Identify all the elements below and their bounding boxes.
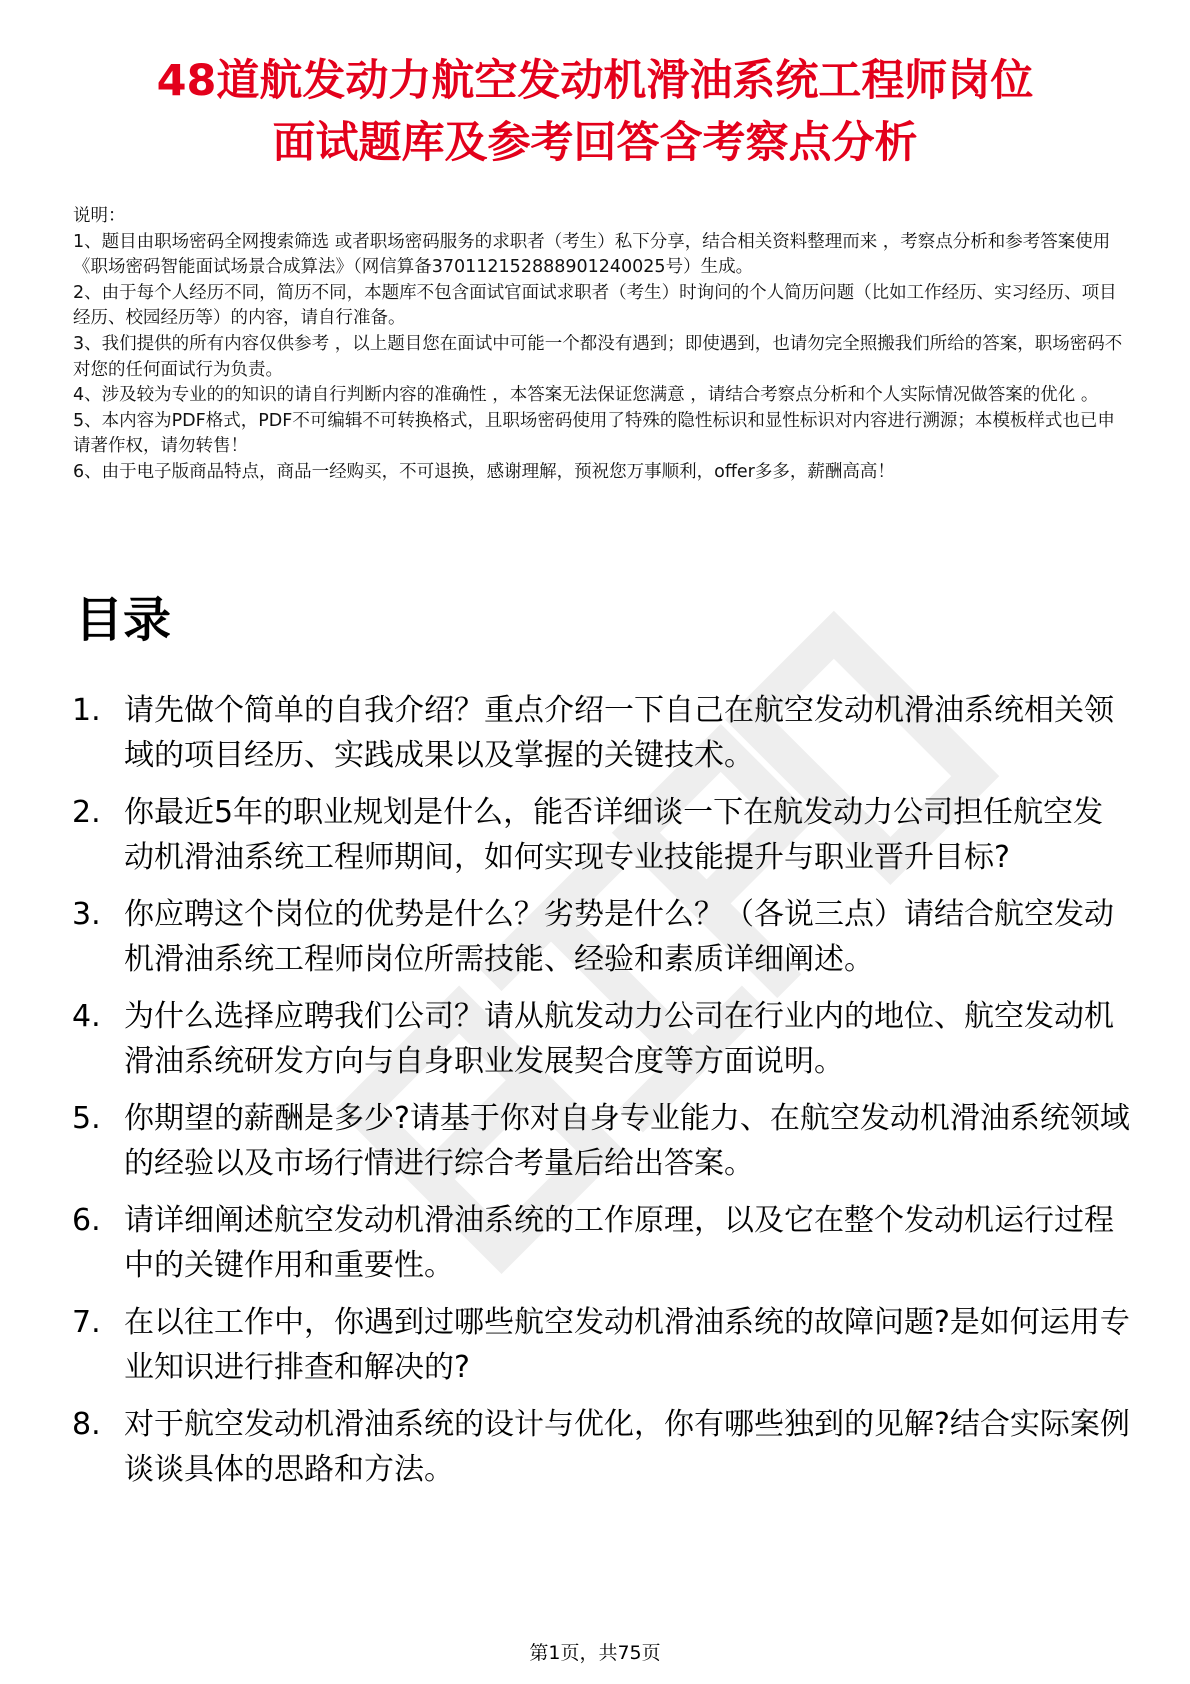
note-item: 2、由于每个人经历不同，简历不同，本题库不包含面试官面试求职者（考生）时询问的个人简历问题（比如工作经历、实习经历、项目经历、校园经历等）的内容，请自行准备。 xyxy=(73,282,1117,329)
note-item: 5、本内容为PDF格式，PDF不可编辑不可转换格式，且职场密码使用了特殊的隐性标识和显性标识对内容进行溯源；本模板样式也已申请著作权，请勿转售！ xyxy=(73,410,1115,457)
toc-item-number: 7. xyxy=(72,1305,101,1340)
toc-item-6[interactable] xyxy=(72,1198,1132,1288)
toc-item-number: 2. xyxy=(72,795,101,830)
disclaimer-notes xyxy=(73,204,1123,486)
title-line-1: 48道航发动力航空发动机滑油系统工程师岗位 xyxy=(156,56,1034,106)
title-line-2: 面试题库及参考回答含考察点分析 xyxy=(272,118,918,168)
toc-item-number: 1. xyxy=(72,693,101,728)
notes-heading: 说明： xyxy=(73,206,126,226)
toc-item-number: 8. xyxy=(72,1407,101,1442)
note-item: 1、题目由职场密码全网搜索筛选 或者职场密码服务的求职者（考生）私下分享，结合相关资料整理而来 ，考察点分析和参考答案使用《职场密码智能面试场景合成算法》（网信算备370112152888901240025号）生成。 xyxy=(73,231,1111,278)
toc-item-text: 你最近5年的职业规划是什么，能否详细谈一下在航发动力公司担任航空发动机滑油系统工程师期间，如何实现专业技能提升与职业晋升目标? xyxy=(124,795,1104,875)
note-item: 4、涉及较为专业的的知识的请自行判断内容的准确性 ，本答案无法保证您满意 ，请结合考察点分析和个人实际情况做答案的优化 。 xyxy=(73,385,1099,406)
toc-item-4[interactable] xyxy=(72,994,1132,1084)
toc-item-8[interactable] xyxy=(72,1402,1132,1492)
toc-item-text: 在以往工作中，你遇到过哪些航空发动机滑油系统的故障问题?是如何运用专业知识进行排查和解决的? xyxy=(124,1305,1130,1385)
page-number: 第1页，共75页 xyxy=(529,1642,661,1664)
toc-list xyxy=(72,688,1132,1504)
toc-item-text: 请详细阐述航空发动机滑油系统的工作原理，以及它在整个发动机运行过程中的关键作用和重要性。 xyxy=(124,1203,1114,1283)
toc-item-text: 对于航空发动机滑油系统的设计与优化，你有哪些独到的见解?结合实际案例谈谈具体的思路和方法。 xyxy=(124,1407,1130,1487)
toc-item-text: 请先做个简单的自我介绍？重点介绍一下自己在航空发动机滑油系统相关领域的项目经历、实践成果以及掌握的关键技术。 xyxy=(124,693,1114,773)
toc-item-number: 4. xyxy=(72,999,101,1034)
toc-item-text: 你期望的薪酬是多少?请基于你对自身专业能力、在航空发动机滑油系统领域的经验以及市场行情进行综合考量后给出答案。 xyxy=(124,1101,1130,1181)
toc-item-3[interactable] xyxy=(72,892,1132,982)
toc-item-number: 5. xyxy=(72,1101,101,1136)
toc-heading: 目录 xyxy=(75,592,172,648)
toc-item-5[interactable] xyxy=(72,1096,1132,1186)
toc-item-7[interactable] xyxy=(72,1300,1132,1390)
page-title xyxy=(60,50,1130,174)
note-item: 3、我们提供的所有内容仅供参考 ，以上题目您在面试中可能一个都没有遇到；即使遇到，也请勿完全照搬我们所给的答案，职场密码不对您的任何面试行为负责。 xyxy=(73,333,1123,380)
toc-item-text: 你应聘这个岗位的优势是什么？劣势是什么？（各说三点）请结合航空发动机滑油系统工程师岗位所需技能、经验和素质详细阐述。 xyxy=(124,897,1114,977)
note-item: 6、由于电子版商品特点，商品一经购买，不可退换，感谢理解，预祝您万事顺利，offer多多，薪酬高高！ xyxy=(73,461,895,482)
toc-item-text: 为什么选择应聘我们公司？请从航发动力公司在行业内的地位、航空发动机滑油系统研发方向与自身职业发展契合度等方面说明。 xyxy=(124,999,1114,1079)
toc-item-number: 3. xyxy=(72,897,101,932)
toc-item-2[interactable] xyxy=(72,790,1132,880)
toc-item-number: 6. xyxy=(72,1203,101,1238)
toc-item-1[interactable] xyxy=(72,688,1132,778)
